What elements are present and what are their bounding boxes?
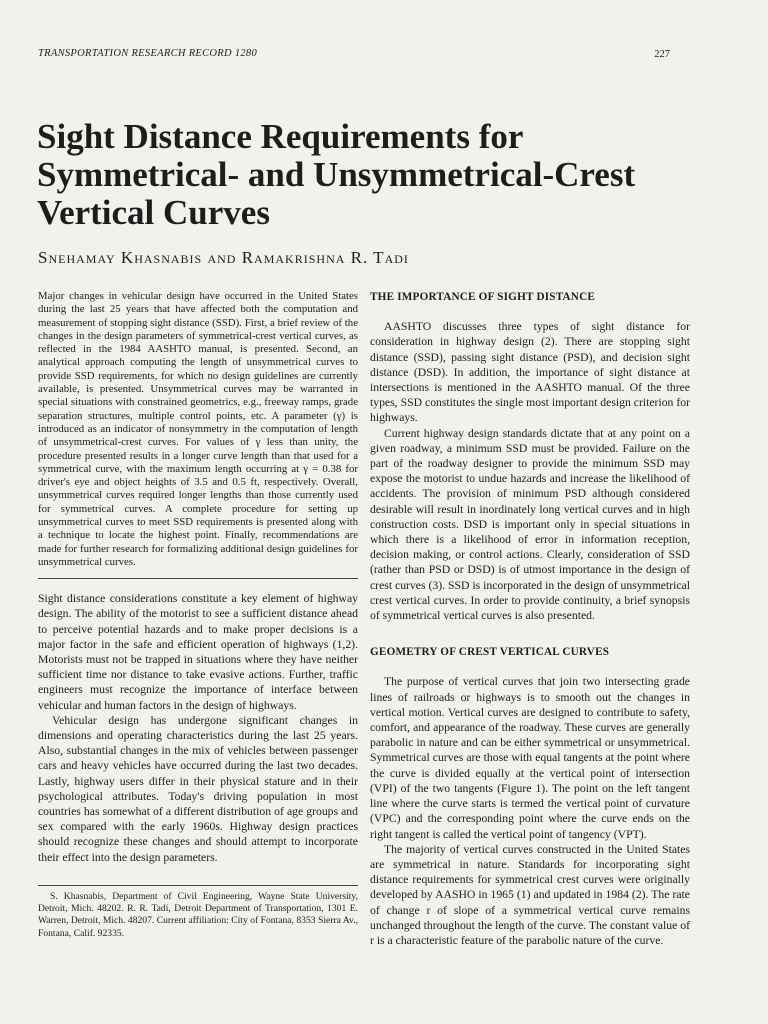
body-paragraph: The purpose of vertical curves that join two intersecting grade lines of railroads or highways is to smooth out the changes in vertical motion. Vertical curves are designed to contribute to safety, comfort, and appearance of the roadway. These curves are generally parabolic in nature and can be either symmetrical or unsymmetrical. Symmetrical curves are those with equal tangents at the point where the curve is divided equally at the vertical point of intersection (VPI) of the two tangents (Figure 1). The point on the left tangent line where the curve starts is termed the vertical point of curvature (VPC) and the corresponding point where the curve ends on the right tangent is called the vertical point of tangency (VPT). xyxy=(370,675,690,841)
journal-name: TRANSPORTATION RESEARCH RECORD 1280 xyxy=(38,48,258,59)
body-paragraph: Sight distance considerations constitute a key element of highway design. The ability of the motorist to see a sufficient distance ahead to perceive potential hazards and to make proper decisions is a major factor in the safe and efficient operation of highways (1,2). Motorists must not be trapped in situations where they have neither sufficient time nor distance to take evasive actions. Further, traffic engineers must recognize the importance of interface between vehicular and human factors in the design of highways. xyxy=(38,592,358,712)
body-paragraph: The majority of vertical curves constructed in the United States are symmetrical in nature. Standards for incorporating sight distance requirements for symmetrical crest curves were originally developed by AASHO in 1965 (1) and updated in 1984 (2). The rate of change r of slope of a symmetrical vertical curve remains unchanged throughout the length of the curve. The constant value of r is a characteristic feature of the parabolic nature of the curve. xyxy=(370,842,690,947)
paper-title: Sight Distance Requirements for Symmetrical- and Unsymmetrical-Crest Vertical Curves xyxy=(37,117,636,232)
author-affiliation-footnote: S. Khasnabis, Department of Civil Engineering, Wayne State University, Detroit, Mich. 48202. R. R. Tadi, Detroit Department of Transportation, 1301 E. Warren, Detroit, Mich. 48207. Current affiliation: City of Fontana, 8353 Sierra Av., Fontana, Calif. 92335. xyxy=(38,890,358,939)
page-number: 227 xyxy=(654,49,670,60)
body-paragraph: Current highway design standards dictate that at any point on a given roadway, a minimum SSD must be provided. Failure on the part of the roadway designer to provide the minimum SSD may expose the motorist to undue hazards and increase the likelihood of accidents. The provision of minimum PSD although considered desirable will result in inordinately long vertical curves and in high construction costs. DSD is important only in special situations in which there is a likelihood of error in information reception, decision making, or control actions. Clearly, consideration of SSD (rather than PSD or DSD) is of utmost importance in the design of crest curves (3). SSD is incorporated in the design of unsymmetrical crest vertical curves. In order to provide continuity, a brief synopsis of symmetrical vertical curves is also presented. xyxy=(370,426,690,623)
body-paragraph: AASHTO discusses three types of sight distance for consideration in highway design (2). There are stopping sight distance (SSD), passing sight distance (PSD), and decision sight distance (DSD). In addition, the importance of sight distance at intersections is mentioned in the AASHTO manual. Of the three types, SSD constitutes the single most important design criterion for highways. xyxy=(370,320,690,425)
abstract-divider xyxy=(38,578,358,579)
body-paragraph: Vehicular design has undergone significant changes in dimensions and operating characteristics during the last 25 years. Also, substantial changes in the mix of vehicles between passenger cars and heavy vehicles have occurred during the last two decades. Lastly, highway users differ in their physical stature and in their psychological attributes. Today's driving population in most countries has somewhat of a different distribution of age groups and sex compared with the early 1960s. Highway design practices should recognize these changes and should attempt to incorporate their effect into the design parameters. xyxy=(38,713,358,864)
author-line: Snehamay Khasnabis and Ramakrishna R. Tadi xyxy=(38,248,409,267)
section-heading: GEOMETRY OF CREST VERTICAL CURVES xyxy=(370,646,610,659)
right-column xyxy=(370,290,690,948)
left-column xyxy=(38,290,358,940)
abstract: Major changes in vehicular design have occurred in the United States during the last 25 years that have affected both the computation and measurement of stopping sight distance (SSD). First, a brief review of the changes in the design parameters of symmetrical-crest vertical curves, as reflected in the 1984 AASHTO manual, is presented. Second, an analytical approach computing the length of unsymmetrical curves to provide SSD requirements, for which no design guidelines are currently available, is presented. Unsymmetrical curves may be warranted in special situations with constrained geometrics, e.g., freeway ramps, grade separation structures, multiple control points, etc. A parameter (γ) is introduced as an indicator of nonsymmetry in the computation of length of unsymmetrical-crest curves. For values of γ less than unity, the procedure presented results in a longer curve length than that used for a symmetrical curve, with the maximum length occurring at γ = 0.38 for driver's eye and object heights of 3.5 and 0.5 ft, respectively. Overall, unsymmetrical curves required longer lengths than those currently used for symmetrical curves. A complete procedure for setting up unsymmetrical curves to meet SSD requirements is presented along with a technique to locate the highest point. Finally, recommendations are made for further research for formalizing additional design guidelines for unsymmetrical curves. xyxy=(38,290,358,568)
footnote-divider xyxy=(38,885,358,886)
section-heading: THE IMPORTANCE OF SIGHT DISTANCE xyxy=(370,291,596,303)
